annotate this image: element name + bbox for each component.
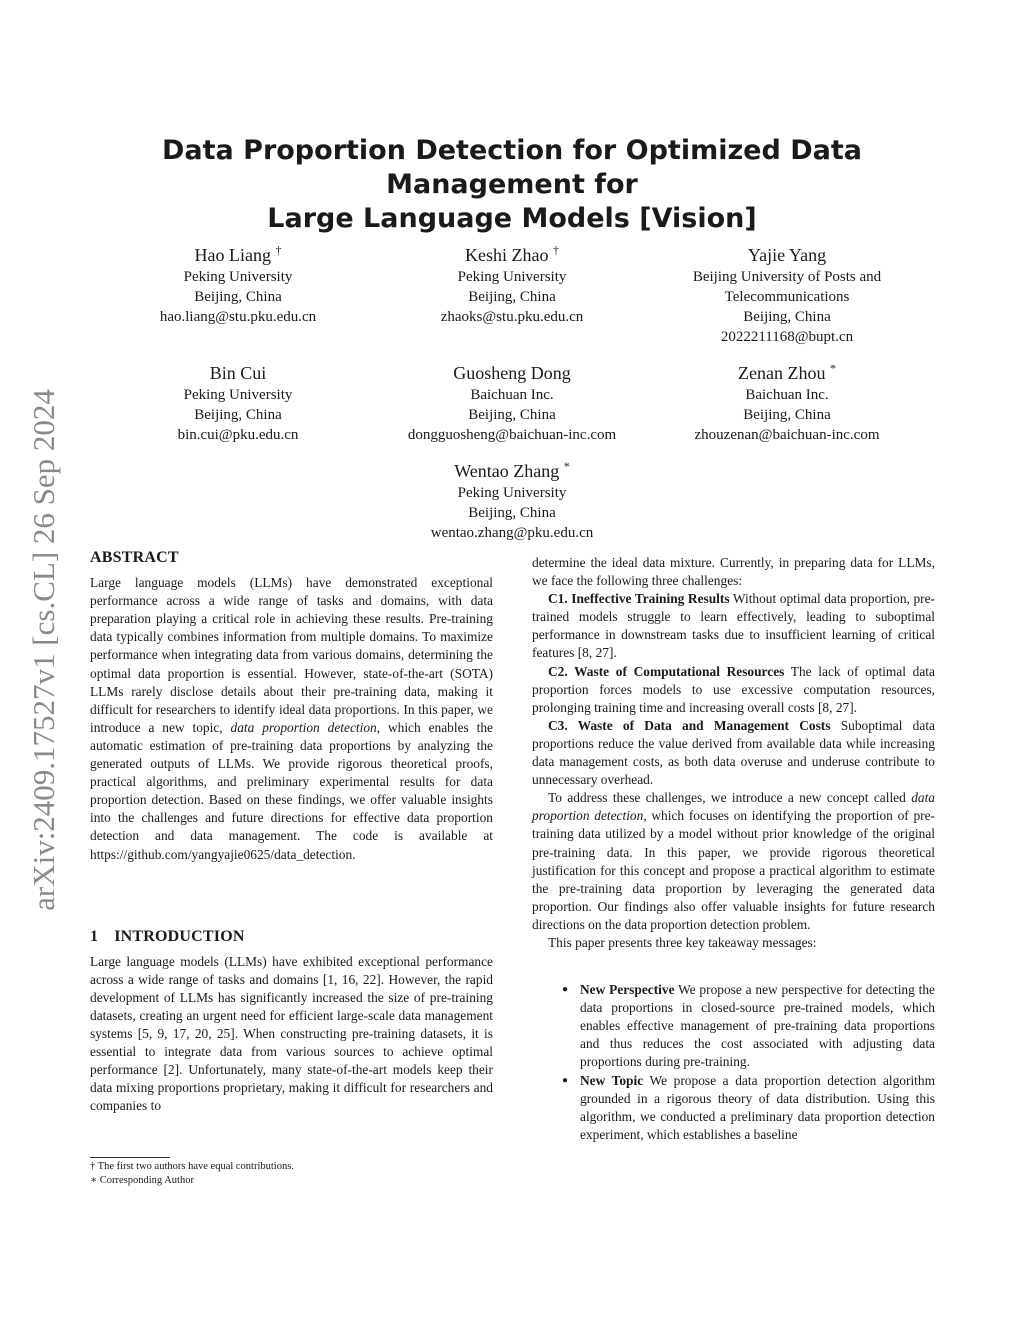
author-name: Wentao Zhang * (454, 459, 570, 481)
author-affiliation: Peking University (457, 269, 567, 285)
author-email: wentao.zhang@pku.edu.cn (430, 525, 594, 541)
author-email: bin.cui@pku.edu.cn (177, 427, 299, 443)
author-location: Beijing, China (194, 407, 282, 423)
author-email: zhaoks@stu.pku.edu.cn (440, 309, 584, 325)
footnote: † The first two authors have equal contributions. (90, 1161, 294, 1172)
footnote-rule (90, 1157, 170, 1158)
challenge-c3: C3. Waste of Data and Management Costs Suboptimal data proportions reduce the value derived from available data while increasing data management costs, as both data overuse and underuse contribute to unnecessary overhead. (532, 717, 935, 788)
section-heading-introduction: 1 INTRODUCTION (90, 927, 245, 945)
author-location: Beijing, China (468, 289, 556, 305)
author-name: Guosheng Dong (453, 363, 571, 383)
author-block (637, 239, 937, 347)
author-affiliation: Baichuan Inc. (745, 387, 829, 403)
author-block (362, 239, 662, 327)
author-affiliation: Beijing University of Posts and (692, 269, 882, 285)
author-location: Beijing, China (194, 289, 282, 305)
takeaway-list (532, 981, 935, 1144)
list-item: ● New Topic We propose a data proportion detection algorithm grounded in a rigorous theory of data distribution. Using this algorithm, we conducted a preliminary data proportion detection experiment, which establishes a baseline (532, 1072, 935, 1144)
arxiv-side-label: arXiv:2409.17527v1 [cs.CL] 26 Sep 2024 (26, 389, 61, 911)
list-item: ● New Perspective We propose a new perspective for detecting the data proportions in closed-source pre-trained models, which enables effective management of pre-training data proportions and thus reduces the cost associated with adjusting data proportions during pre-training. (532, 981, 935, 1071)
author-name: Hao Liang † (194, 243, 282, 265)
author-name: Yajie Yang (747, 245, 827, 265)
author-affiliation: Peking University (183, 387, 293, 403)
author-location: Beijing, China (468, 407, 556, 423)
author-block (637, 357, 937, 445)
author-email: zhouzenan@baichuan-inc.com (694, 427, 880, 443)
author-email: hao.liang@stu.pku.edu.cn (159, 309, 317, 325)
author-name: Zenan Zhou * (738, 361, 836, 383)
author-block (88, 357, 388, 445)
author-affiliation-line-2: Telecommunications (724, 289, 850, 305)
author-email: dongguosheng@baichuan-inc.com (407, 427, 617, 443)
author-block (88, 239, 388, 327)
author-block (362, 455, 662, 543)
author-affiliation: Peking University (183, 269, 293, 285)
paragraph: To address these challenges, we introduce a new concept called data proportion detection, which focuses on identifying the proportion of pre-training data utilized by a model without prior knowledge of the original pre-training data. In this paper, we provide rigorous theoretical justification for this concept and propose a practical algorithm to estimate the pre-training data proportion by leveraging the generated data proportion. Our findings also offer valuable insights for future research directions on the data proportion detection problem. (532, 790, 935, 932)
author-name: Bin Cui (209, 363, 267, 383)
paragraph: This paper presents three key takeaway messages: (548, 934, 817, 950)
author-affiliation: Peking University (457, 485, 567, 501)
title-line-2: Large Language Models [Vision] (267, 203, 757, 234)
challenge-c1: C1. Ineffective Training Results Without optimal data proportion, pre-trained models struggle to learn effectively, leading to suboptimal performance in downstream tasks due to insufficient learning of critical features [8, 27]. (532, 591, 936, 661)
author-email: 2022211168@bupt.cn (720, 329, 854, 345)
footnote: ∗ Corresponding Author (90, 1175, 194, 1186)
author-location: Beijing, China (743, 407, 831, 423)
intro-paragraph: Large language models (LLMs) have exhibited exceptional performance across a wide range of tasks and domains [1, 16, 22]. However, the rapid development of LLMs has significantly increased the size of pre-training datasets, creating an urgent need for efficient large-scale data management systems [5, 9, 17, 20, 25]. When constructing pre-training datasets, it is essential to integrate data from various sources to achieve optimal performance [2]. Unfortunately, many state-of-the-art models keep their data mixing proportions proprietary, making it difficult for researchers and companies to (90, 953, 493, 1114)
title-line-1: Data Proportion Detection for Optimized Data Management for (162, 135, 862, 200)
right-column (532, 554, 935, 1144)
author-affiliation: Baichuan Inc. (470, 387, 554, 403)
author-block (362, 357, 662, 445)
abstract-body: Large language models (LLMs) have demonstrated exceptional performance across a wide range of tasks and domains, with data preparation playing a critical role in achieving these results. Pre-training data typically combines information from multiple domains. To maximize performance when integrating data from various domains, determining the optimal data proportion is essential. However, state-of-the-art (SOTA) LLMs rarely disclose details about their pre-training data, making it difficult for researchers to identify ideal data proportions. In this paper, we introduce a new topic, data proportion detection, which enables the automatic estimation of pre-training data proportions by analyzing the generated outputs of LLMs. We provide rigorous theoretical proofs, practical algorithms, and preliminary experimental results for data proportion detection. Based on these findings, we offer valuable insights into the challenges and future directions for effective data proportion detection and data management. The code is available at https://github.com/yangyajie0625/data_detection. (90, 575, 493, 862)
challenge-c2: C2. Waste of Computational Resources The lack of optimal data proportion forces models to use excessive computation resources, prolonging training time and increasing overall costs [8, 27]. (532, 663, 935, 715)
author-location: Beijing, China (468, 505, 556, 521)
left-column (90, 549, 493, 1116)
author-name: Keshi Zhao † (465, 243, 559, 265)
abstract-heading: ABSTRACT (90, 549, 179, 566)
paper-title (60, 134, 964, 236)
paragraph: determine the ideal data mixture. Currently, in preparing data for LLMs, we face the following three challenges: (532, 555, 935, 589)
author-location: Beijing, China (743, 309, 831, 325)
footnotes (90, 1160, 493, 1188)
